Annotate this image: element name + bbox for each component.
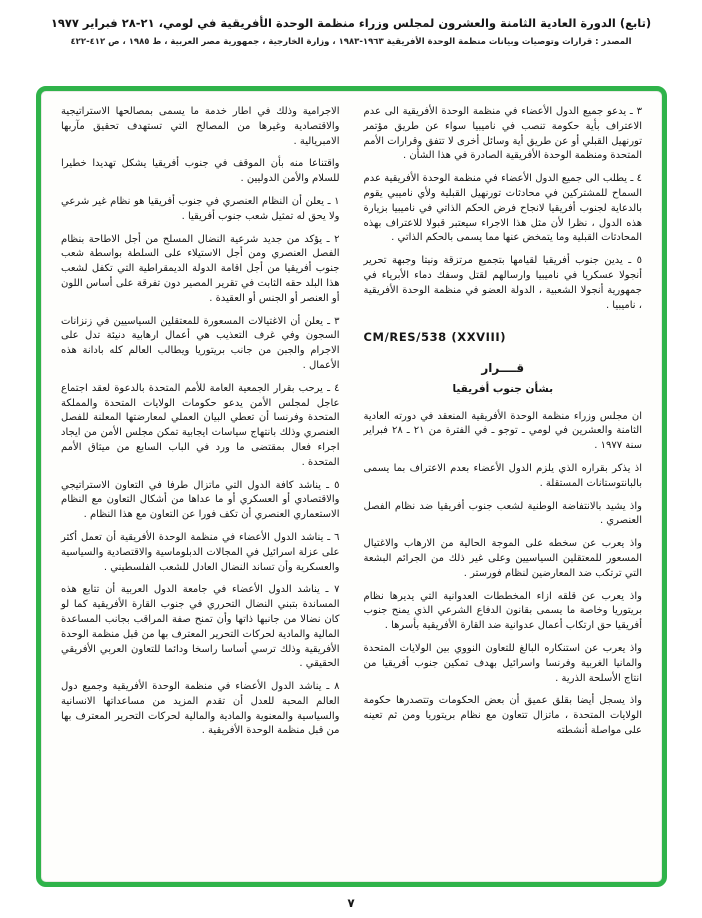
header-source-line: المصدر : قرارات وتوصيات وبيانات منظمة الوحدة الأفريقية ١٩٦٣-١٩٨٣ ، وزارة الخارجية ، جمهورية مصر العربية ، ط ١٩٨٥ ، ص ٤١٢-٤٢٢ [70,37,632,47]
paragraph: اذ يذكر بقراره الذي يلزم الدول الأعضاء بعدم الاعتراف بما يسمى بالبانتوستانات المستقلة . [363,463,642,489]
paragraph: ٥ ـ يدين جنوب أفريقيا لقيامها بتجميع مرتزقة ونيتا وجبهة تحرير أنجولا عسكريا في ناميبيا وارسالهم لقتل وسفك دماء الأبرياء في جمهورية أنجولا الشعبية ، الدولة العضو في منظمة الوحدة الأفريقية ، ناميبيا . [363,255,642,311]
resolution-code: CM/RES/538 (XXVIII) [363,330,507,345]
column-right [364,105,643,872]
resolution-subtitle: بشأن جنوب أفريقيا [452,383,554,396]
resolution-title: قــــرار [481,361,525,376]
column-left [61,105,340,872]
paragraph: ٣ ـ يدعو جميع الدول الأعضاء في منظمة الوحدة الأفريقية الى عدم الاعتراف بأية حكومة تنصب في ناميبيا سواء عن طريق مؤتمر تورنهيل القبلي أو عن طريق أية وسائل أخرى لا تتفق وقرارات الأمم المتحدة ومنظمة الوحدة الأفريقية الصادرة في هذا الشأن . [363,106,642,162]
header-session-title: (تابع) الدورة العادية الثامنة والعشرون لمجلس وزراء منظمة الوحدة الأفريقية في لومي، ٢١-٢٨ فبراير ١٩٧٧ [50,16,652,30]
paragraph: الاجرامية وذلك في اطار خدمة ما يسمى بمصالحها الاستراتيجية والاقتصادية وغيرها من المصالح التي تستهدف تحقيق مآربها الامبريالية . [61,106,340,147]
paragraph: ١ ـ يعلن أن النظام العنصري في جنوب أفريقيا هو نظام غير شرعي ولا يحق له تمثيل شعب جنوب أفريقيا . [61,195,340,222]
page-footer [0,896,702,910]
paragraph: واذ يعرب عن استنكاره البالغ للتعاون النووي بين الولايات المتحدة والمانيا الغربية وفرنسا واسرائيل بهدف تمكين جنوب أفريقيا من انتاج الأسلحة الذرية . [363,643,642,684]
paragraph: واذ يعرب عن قلقه ازاء المخططات العدوانية التي يديرها نظام بريتوريا وخاصة ما يسمى بقانون الدفاع الشرعي الذي يمنح جنوب أفريقيا حق ارتكاب أعمال عدوانية ضد القارة الأفريقية بأسرها . [363,590,642,632]
paragraph: ان مجلس وزراء منظمة الوحدة الأفريقية المنعقد في دورته العادية الثامنة والعشرين في لومي ـ توجو ـ في الفترة من ٢١ ـ ٢٨ فبراير سنة ١٩٧٧ . [363,410,642,452]
document-header [28,16,674,47]
paragraph: ٤ ـ يرحب بقرار الجمعية العامة للأمم المتحدة بالدعوة لعقد اجتماع عاجل لمجلس الأمن يدعو حكومات الولايات المتحدة والمملكة المتحدة وفرنسا أن تعطي البيان العملي لمعارضتها المعلنة للفصل العنصري وذلك بانتهاج سياسات ايجابية تمكن مجلس الأمن من ايجاد اجراء فعال بمقتضى ما ورد في الباب السابع من ميثاق الأمم المتحدة . [61,382,340,468]
paragraph: ٨ ـ يناشد الدول الأعضاء في منظمة الوحدة الأفريقية وجميع دول العالم المحبة للعدل أن تقدم المزيد من مساعداتها الانسانية والسياسية والمعنوية والمادية والمالية لحركات التحرير المعترف بها من قبل منظمة الوحدة الأفريقية . [61,681,340,737]
paragraph: ٦ ـ يناشد الدول الأعضاء في منظمة الوحدة الأفريقية أن تعمل أكثر على عزلة اسرائيل في المجالات الدبلوماسية والاقتصادية والسياسية والعسكرية وأن تساند النضال العادل للشعب الفلسطيني . [61,531,340,573]
paragraph: ٥ ـ يناشد كافة الدول التي ماتزال طرفا في التعاون الاستراتيجي والاقتصادي أو العسكري أو ما عداها من أشكال التعاون مع النظام الاستعماري العنصري أن تكف فورا عن التعاون مع هذا النظام . [61,479,340,521]
paragraph: ٤ ـ يطلب الى جميع الدول الأعضاء في منظمة الوحدة الأفريقية عدم السماح للمشتركين في محادثات تورنهيل القبلية ولأي ناميبي يقوم بالدعاية لجنوب أفريقيا لانجاح فرض الحكم الذاتي في ناميبيا بزيارة هذه الدول ، نظرا لأن مثل هذا الاجراء سيعتبر قبولا للاعتراف بهذه المحادثات القبلية وما يتمخض عنها مما يسمى بالحكم الذاتي . [363,173,642,244]
paragraph: واذ يسجل أيضا بقلق عميق أن بعض الحكومات وتتصدرها حكومة الولايات المتحدة ، ماتزال تتعاون مع نظام بريتوريا ومن ثم تعينه على مواصلة أنشطته [363,695,642,736]
scanned-document [41,91,662,882]
paragraph: واقتناعا منه بأن الموقف في جنوب أفريقيا يشكل تهديدا خطيرا للسلام والأمن الدوليين . [61,158,340,185]
paragraph: ٣ ـ يعلن أن الاغتيالات المسعورة للمعتقلين السياسيين في زنزانات السجون وفي غرف التعذيب هي أعمال ارهابية دنيئة تدل على الاجرام والجبن من جانب بريتوريا ويطالب العالم كله بادانة هذه الأعمال . [61,315,340,371]
paragraph: واذ يعرب عن سخطه على الموجة الحالية من الارهاب والاغتيال المسعور للمعتقلين السياسيين وعلى غير ذلك من الجرائم البشعة التي ترتكب ضد المعارضين لنظام فورستر . [363,538,642,579]
paragraph: واذ يشيد بالانتفاضة الوطنية لشعب جنوب أفريقيا ضد نظام الفصل العنصري . [363,500,642,527]
green-frame [36,86,667,887]
paragraph: ٧ ـ يناشد الدول الأعضاء في جامعة الدول العربية أن تتابع هذه المساندة بتبني النضال التحرري في جنوب القارة الأفريقية كما لو كان نضالا من جانبها ذاتها وأن تمنح صفة المراقب بجانب المساعدة المالية والمادية لحركات التحرير المعترف بها من قبل منظمة الوحدة الأفريقية وذلك ترسي أساسا راسخا ودائما للتعاون العربي الأفريقي الحقيقي . [61,584,340,670]
page-number: ٧ [347,896,355,910]
paragraph: ٢ ـ يؤكد من جديد شرعية النضال المسلح من أجل الاطاحة بنظام الفصل العنصري ومن أجل الاستيلاء على السلطة بواسطة شعب جنوب أفريقيا من أجل اقامة الدولة الديمقراطية التي تكفل لشعب هذا البلد حقه الثابت في تقرير المصير دون تفرقة على أساس اللون أو العنصر أو الجنس أو العقيدة . [61,233,340,304]
